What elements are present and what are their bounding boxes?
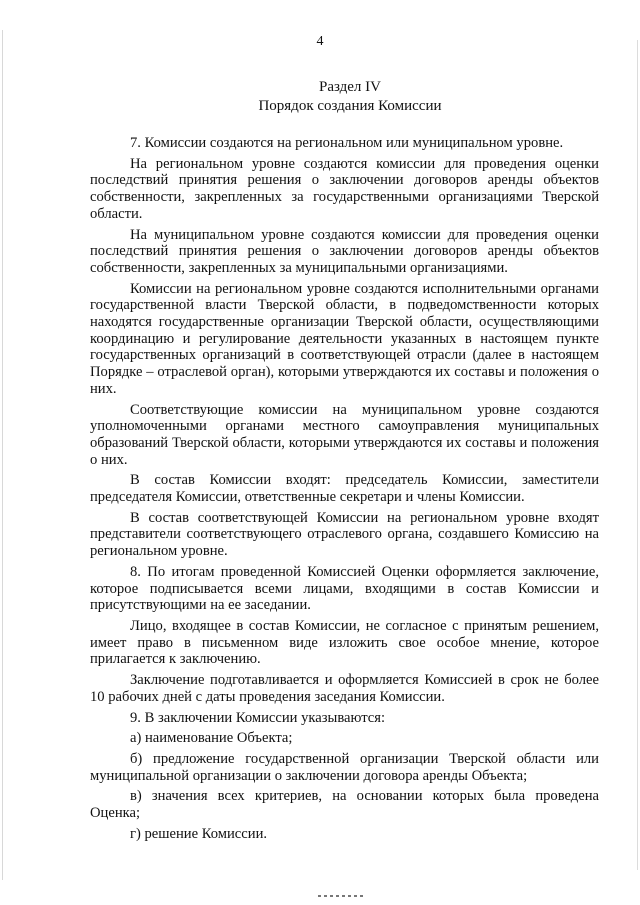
paragraph: 7. Комиссии создаются на региональном или муниципальном уровне. bbox=[130, 135, 564, 151]
paragraph: а) наименование Объекта; bbox=[130, 730, 293, 747]
paragraph: Комиссии на региональном уровне создаются исполнительными органами государственной власти Тверской области, в подведомственности которых находятся государственные организации Тверской области, осуществляющими координацию и регулирование деятельности указанных в настоящем пункте государственных организаций в соответствующей отрасли (далее в настоящем Порядке – отраслевой орган), которыми утверждаются их составы и положения о них. bbox=[90, 280, 599, 397]
section-title: Раздел IV bbox=[318, 79, 381, 95]
paragraph: В состав соответствующей Комиссии на региональном уровне входят представители соответствующего отраслевого органа, создавшего Комиссию на региональном уровне. bbox=[90, 509, 599, 560]
paragraph: В состав Комиссии входят: председатель Комиссии, заместители председателя Комиссии, ответственные секретари и члены Комиссии. bbox=[90, 472, 599, 506]
paragraph: г) решение Комиссии. bbox=[130, 825, 268, 842]
paragraph: Заключение подготавливается и оформляется Комиссией в срок не более 10 рабочих дней с даты проведения заседания Комиссии. bbox=[90, 672, 599, 705]
paragraph: На региональном уровне создаются комиссии для проведения оценки последствий принятия решения о заключении договоров аренды объектов собственности, закрепленных за государственными организациями Тверской области. bbox=[90, 155, 599, 222]
page-number: 4 bbox=[316, 34, 324, 49]
paragraph: На муниципальном уровне создаются комиссии для проведения оценки последствий принятия решения о заключении договоров аренды объектов собственности, закрепленных за муниципальными организациями. bbox=[90, 226, 599, 276]
paragraph: б) предложение государственной организации Тверской области или муниципальной организации о заключении договора аренды Объекта; bbox=[90, 750, 599, 784]
scan-edge-left bbox=[2, 30, 3, 880]
scan-artifact bbox=[318, 895, 364, 897]
section-body bbox=[90, 135, 599, 846]
paragraph: в) значения всех критериев, на основании которых была проведена Оценка; bbox=[90, 788, 599, 822]
paragraph: 8. По итогам проведенной Комиссией Оценки оформляется заключение, которое подписывается всеми лицами, входящими в состав Комиссии и присутствующими на ее заседании. bbox=[90, 563, 599, 614]
section-subtitle: Порядок создания Комиссии bbox=[258, 98, 442, 114]
paragraph: Лицо, входящее в состав Комиссии, не согласное с принятым решением, имеет право в письменном виде изложить свое особое мнение, которое прилагается к заключению. bbox=[90, 617, 599, 668]
paragraph: Соответствующие комиссии на муниципальном уровне создаются уполномоченными органами местного самоуправления муниципальных образований Тверской области, которыми утверждаются их составы и положения о них. bbox=[90, 401, 599, 468]
scan-edge-right bbox=[637, 40, 638, 870]
paragraph: 9. В заключении Комиссии указываются: bbox=[130, 709, 386, 726]
